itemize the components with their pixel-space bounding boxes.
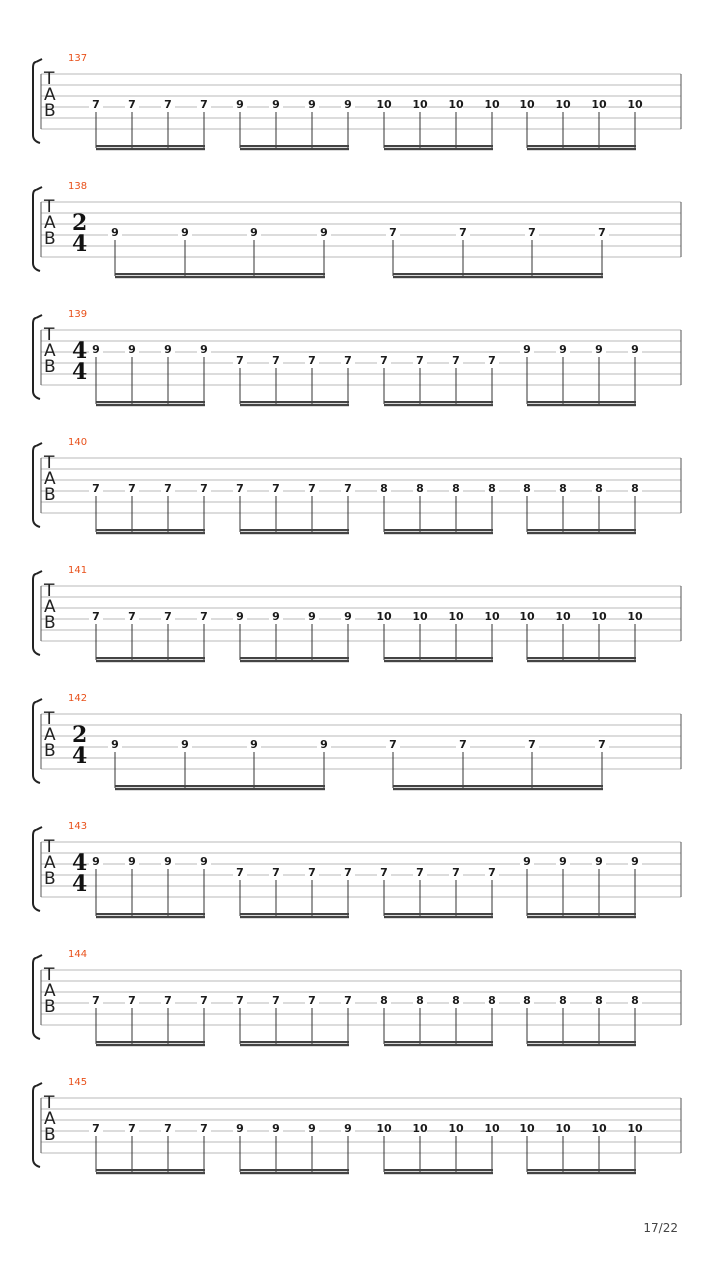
fret-number: 10 bbox=[412, 610, 428, 623]
tab-clef-letter: A bbox=[44, 853, 56, 873]
system-bracket bbox=[33, 958, 40, 1039]
fret-number: 9 bbox=[308, 610, 316, 623]
tab-clef-letter: B bbox=[44, 613, 56, 633]
beam bbox=[384, 1044, 493, 1046]
fret-number: 8 bbox=[452, 482, 460, 495]
fret-number: 7 bbox=[128, 98, 136, 111]
fret-number: 7 bbox=[200, 610, 208, 623]
fret-number: 9 bbox=[92, 855, 100, 868]
fret-number: 10 bbox=[412, 98, 428, 111]
fret-number: 8 bbox=[631, 994, 639, 1007]
tab-clef-letter: B bbox=[44, 357, 56, 377]
time-signature-top: 4 bbox=[72, 850, 88, 876]
tab-clef-letter: T bbox=[44, 1093, 55, 1113]
fret-number: 7 bbox=[528, 738, 536, 751]
fret-number: 8 bbox=[488, 482, 496, 495]
measure-number: 142 bbox=[68, 693, 88, 704]
fret-number: 9 bbox=[236, 1122, 244, 1135]
beam bbox=[240, 401, 349, 403]
fret-number: 9 bbox=[272, 610, 280, 623]
system-bracket-top bbox=[36, 187, 42, 190]
tab-clef-letter: T bbox=[44, 325, 55, 345]
beam bbox=[96, 145, 205, 147]
tab-clef-letter: A bbox=[44, 981, 56, 1001]
beam bbox=[96, 404, 205, 406]
fret-number: 7 bbox=[389, 226, 397, 239]
beam bbox=[384, 404, 493, 406]
beam bbox=[527, 148, 636, 150]
fret-number: 9 bbox=[250, 226, 258, 239]
fret-number: 9 bbox=[631, 343, 639, 356]
beam bbox=[527, 1044, 636, 1046]
beam bbox=[527, 532, 636, 534]
system-bracket bbox=[33, 62, 40, 143]
beam bbox=[115, 276, 325, 278]
fret-number: 9 bbox=[308, 98, 316, 111]
beam bbox=[115, 273, 325, 275]
fret-number: 10 bbox=[627, 98, 643, 111]
beam bbox=[384, 916, 493, 918]
beam bbox=[527, 913, 636, 915]
fret-number: 7 bbox=[528, 226, 536, 239]
fret-number: 7 bbox=[128, 994, 136, 1007]
beam bbox=[240, 1172, 349, 1174]
system-bracket bbox=[33, 446, 40, 527]
beam bbox=[96, 916, 205, 918]
fret-number: 9 bbox=[272, 1122, 280, 1135]
beam bbox=[384, 1172, 493, 1174]
fret-number: 7 bbox=[200, 994, 208, 1007]
beam bbox=[384, 401, 493, 403]
measure-number: 143 bbox=[68, 821, 88, 832]
tab-clef-letter: A bbox=[44, 85, 56, 105]
beam bbox=[393, 276, 603, 278]
fret-number: 7 bbox=[452, 866, 460, 879]
beam bbox=[527, 404, 636, 406]
fret-number: 10 bbox=[519, 1122, 535, 1135]
fret-number: 9 bbox=[320, 226, 328, 239]
fret-number: 7 bbox=[488, 866, 496, 879]
fret-number: 8 bbox=[559, 994, 567, 1007]
beam bbox=[96, 529, 205, 531]
tab-clef-letter: T bbox=[44, 453, 55, 473]
beam bbox=[527, 529, 636, 531]
fret-number: 9 bbox=[164, 343, 172, 356]
beam bbox=[240, 145, 349, 147]
beam bbox=[240, 916, 349, 918]
fret-number: 9 bbox=[250, 738, 258, 751]
fret-number: 9 bbox=[523, 855, 531, 868]
beam bbox=[384, 1041, 493, 1043]
fret-number: 9 bbox=[559, 343, 567, 356]
fret-number: 8 bbox=[595, 994, 603, 1007]
fret-number: 8 bbox=[416, 482, 424, 495]
fret-number: 9 bbox=[92, 343, 100, 356]
tab-clef-letter: B bbox=[44, 869, 56, 889]
measure-number: 139 bbox=[68, 309, 88, 320]
fret-number: 10 bbox=[376, 1122, 392, 1135]
system-bracket-top bbox=[36, 315, 42, 318]
beam bbox=[527, 1169, 636, 1171]
beam bbox=[527, 657, 636, 659]
fret-number: 9 bbox=[523, 343, 531, 356]
fret-number: 9 bbox=[164, 855, 172, 868]
fret-number: 7 bbox=[344, 482, 352, 495]
fret-number: 9 bbox=[344, 1122, 352, 1135]
fret-number: 10 bbox=[376, 98, 392, 111]
beam bbox=[527, 916, 636, 918]
system-bracket-top bbox=[36, 827, 42, 830]
beam bbox=[527, 1041, 636, 1043]
fret-number: 8 bbox=[595, 482, 603, 495]
fret-number: 9 bbox=[559, 855, 567, 868]
measure-number: 141 bbox=[68, 565, 88, 576]
measure-number: 138 bbox=[68, 181, 88, 192]
fret-number: 7 bbox=[164, 98, 172, 111]
fret-number: 7 bbox=[272, 354, 280, 367]
measure-number: 144 bbox=[68, 949, 88, 960]
fret-number: 7 bbox=[344, 866, 352, 879]
fret-number: 10 bbox=[448, 1122, 464, 1135]
fret-number: 7 bbox=[236, 482, 244, 495]
time-signature-bottom: 4 bbox=[72, 871, 88, 897]
beam bbox=[384, 529, 493, 531]
beam bbox=[384, 145, 493, 147]
tab-clef-letter: B bbox=[44, 997, 56, 1017]
fret-number: 7 bbox=[164, 994, 172, 1007]
tab-clef-letter: T bbox=[44, 837, 55, 857]
fret-number: 7 bbox=[92, 610, 100, 623]
fret-number: 7 bbox=[416, 866, 424, 879]
system-bracket-top bbox=[36, 443, 42, 446]
tab-clef-letter: B bbox=[44, 229, 56, 249]
system-bracket-top bbox=[36, 59, 42, 62]
fret-number: 9 bbox=[631, 855, 639, 868]
fret-number: 10 bbox=[412, 1122, 428, 1135]
page-number: 17/22 bbox=[643, 1221, 678, 1235]
system-bracket bbox=[33, 702, 40, 783]
beam bbox=[527, 1172, 636, 1174]
fret-number: 7 bbox=[92, 994, 100, 1007]
beam bbox=[527, 660, 636, 662]
beam bbox=[96, 401, 205, 403]
fret-number: 7 bbox=[308, 994, 316, 1007]
fret-number: 10 bbox=[627, 1122, 643, 1135]
tab-clef-letter: T bbox=[44, 581, 55, 601]
fret-number: 7 bbox=[236, 354, 244, 367]
fret-number: 7 bbox=[308, 482, 316, 495]
fret-number: 7 bbox=[164, 1122, 172, 1135]
fret-number: 10 bbox=[519, 98, 535, 111]
beam bbox=[240, 913, 349, 915]
fret-number: 9 bbox=[111, 226, 119, 239]
tab-clef-letter: A bbox=[44, 597, 56, 617]
tab-clef-letter: A bbox=[44, 725, 56, 745]
fret-number: 7 bbox=[164, 610, 172, 623]
fret-number: 7 bbox=[308, 866, 316, 879]
fret-number: 7 bbox=[272, 482, 280, 495]
tab-clef-letter: T bbox=[44, 709, 55, 729]
tab-clef-letter: B bbox=[44, 1125, 56, 1145]
fret-number: 7 bbox=[459, 738, 467, 751]
measure-number: 140 bbox=[68, 437, 88, 448]
fret-number: 10 bbox=[591, 610, 607, 623]
fret-number: 9 bbox=[236, 610, 244, 623]
beam bbox=[384, 660, 493, 662]
fret-number: 7 bbox=[200, 98, 208, 111]
fret-number: 7 bbox=[459, 226, 467, 239]
fret-number: 9 bbox=[272, 98, 280, 111]
beam bbox=[96, 913, 205, 915]
tab-clef-letter: A bbox=[44, 213, 56, 233]
tab-clef-letter: A bbox=[44, 341, 56, 361]
time-signature-bottom: 4 bbox=[72, 231, 88, 257]
beam bbox=[240, 1044, 349, 1046]
fret-number: 7 bbox=[128, 482, 136, 495]
beam bbox=[96, 657, 205, 659]
system-bracket-top bbox=[36, 1083, 42, 1086]
fret-number: 10 bbox=[555, 98, 571, 111]
fret-number: 7 bbox=[598, 226, 606, 239]
system-bracket bbox=[33, 830, 40, 911]
system-bracket bbox=[33, 190, 40, 271]
tab-clef-letter: B bbox=[44, 741, 56, 761]
beam bbox=[384, 1169, 493, 1171]
beam bbox=[96, 532, 205, 534]
fret-number: 8 bbox=[416, 994, 424, 1007]
time-signature-bottom: 4 bbox=[72, 743, 88, 769]
fret-number: 7 bbox=[272, 994, 280, 1007]
fret-number: 7 bbox=[389, 738, 397, 751]
beam bbox=[240, 148, 349, 150]
fret-number: 7 bbox=[92, 482, 100, 495]
fret-number: 9 bbox=[128, 343, 136, 356]
time-signature-top: 2 bbox=[72, 210, 88, 236]
beam bbox=[240, 1041, 349, 1043]
fret-number: 8 bbox=[523, 482, 531, 495]
beam bbox=[384, 913, 493, 915]
fret-number: 9 bbox=[128, 855, 136, 868]
beam bbox=[384, 657, 493, 659]
system-bracket bbox=[33, 574, 40, 655]
fret-number: 9 bbox=[200, 343, 208, 356]
fret-number: 10 bbox=[627, 610, 643, 623]
system-bracket-top bbox=[36, 699, 42, 702]
tab-clef-letter: T bbox=[44, 197, 55, 217]
fret-number: 9 bbox=[595, 343, 603, 356]
fret-number: 10 bbox=[555, 1122, 571, 1135]
fret-number: 7 bbox=[236, 866, 244, 879]
beam bbox=[527, 145, 636, 147]
tab-clef-letter: T bbox=[44, 965, 55, 985]
time-signature-top: 2 bbox=[72, 722, 88, 748]
beam bbox=[240, 660, 349, 662]
time-signature-bottom: 4 bbox=[72, 359, 88, 385]
system-bracket bbox=[33, 1086, 40, 1167]
fret-number: 7 bbox=[92, 1122, 100, 1135]
tab-clef-letter: T bbox=[44, 69, 55, 89]
beam bbox=[96, 660, 205, 662]
fret-number: 7 bbox=[236, 994, 244, 1007]
fret-number: 9 bbox=[595, 855, 603, 868]
fret-number: 7 bbox=[380, 354, 388, 367]
beam bbox=[393, 788, 603, 790]
fret-number: 9 bbox=[344, 610, 352, 623]
fret-number: 9 bbox=[111, 738, 119, 751]
fret-number: 7 bbox=[200, 482, 208, 495]
beam bbox=[393, 273, 603, 275]
beam bbox=[96, 1044, 205, 1046]
fret-number: 7 bbox=[598, 738, 606, 751]
fret-number: 10 bbox=[591, 98, 607, 111]
beam bbox=[393, 785, 603, 787]
beam bbox=[240, 657, 349, 659]
fret-number: 10 bbox=[555, 610, 571, 623]
fret-number: 9 bbox=[181, 738, 189, 751]
fret-number: 8 bbox=[452, 994, 460, 1007]
beam bbox=[240, 404, 349, 406]
fret-number: 10 bbox=[519, 610, 535, 623]
fret-number: 10 bbox=[484, 610, 500, 623]
fret-number: 7 bbox=[128, 1122, 136, 1135]
fret-number: 8 bbox=[631, 482, 639, 495]
system-bracket-top bbox=[36, 955, 42, 958]
fret-number: 10 bbox=[591, 1122, 607, 1135]
beam bbox=[240, 529, 349, 531]
fret-number: 9 bbox=[236, 98, 244, 111]
fret-number: 10 bbox=[448, 98, 464, 111]
fret-number: 7 bbox=[200, 1122, 208, 1135]
beam bbox=[115, 788, 325, 790]
fret-number: 10 bbox=[376, 610, 392, 623]
fret-number: 8 bbox=[559, 482, 567, 495]
beam bbox=[384, 148, 493, 150]
fret-number: 9 bbox=[320, 738, 328, 751]
fret-number: 10 bbox=[484, 1122, 500, 1135]
fret-number: 7 bbox=[344, 354, 352, 367]
system-bracket-top bbox=[36, 571, 42, 574]
beam bbox=[96, 1041, 205, 1043]
fret-number: 7 bbox=[380, 866, 388, 879]
tab-clef-letter: A bbox=[44, 1109, 56, 1129]
tab-clef-letter: A bbox=[44, 469, 56, 489]
fret-number: 7 bbox=[128, 610, 136, 623]
measure-number: 137 bbox=[68, 53, 88, 64]
beam bbox=[96, 1172, 205, 1174]
system-bracket bbox=[33, 318, 40, 399]
measure-number: 145 bbox=[68, 1077, 88, 1088]
tab-clef-letter: B bbox=[44, 101, 56, 121]
fret-number: 7 bbox=[488, 354, 496, 367]
fret-number: 7 bbox=[164, 482, 172, 495]
beam bbox=[115, 785, 325, 787]
fret-number: 7 bbox=[92, 98, 100, 111]
fret-number: 10 bbox=[448, 610, 464, 623]
beam bbox=[384, 532, 493, 534]
fret-number: 10 bbox=[484, 98, 500, 111]
fret-number: 8 bbox=[488, 994, 496, 1007]
beam bbox=[240, 1169, 349, 1171]
fret-number: 9 bbox=[200, 855, 208, 868]
beam bbox=[96, 148, 205, 150]
fret-number: 8 bbox=[380, 482, 388, 495]
fret-number: 8 bbox=[523, 994, 531, 1007]
fret-number: 9 bbox=[181, 226, 189, 239]
fret-number: 7 bbox=[416, 354, 424, 367]
fret-number: 8 bbox=[380, 994, 388, 1007]
fret-number: 7 bbox=[344, 994, 352, 1007]
fret-number: 7 bbox=[272, 866, 280, 879]
beam bbox=[240, 532, 349, 534]
fret-number: 9 bbox=[308, 1122, 316, 1135]
fret-number: 7 bbox=[308, 354, 316, 367]
beam bbox=[527, 401, 636, 403]
tab-clef-letter: B bbox=[44, 485, 56, 505]
time-signature-top: 4 bbox=[72, 338, 88, 364]
fret-number: 7 bbox=[452, 354, 460, 367]
beam bbox=[96, 1169, 205, 1171]
fret-number: 9 bbox=[344, 98, 352, 111]
